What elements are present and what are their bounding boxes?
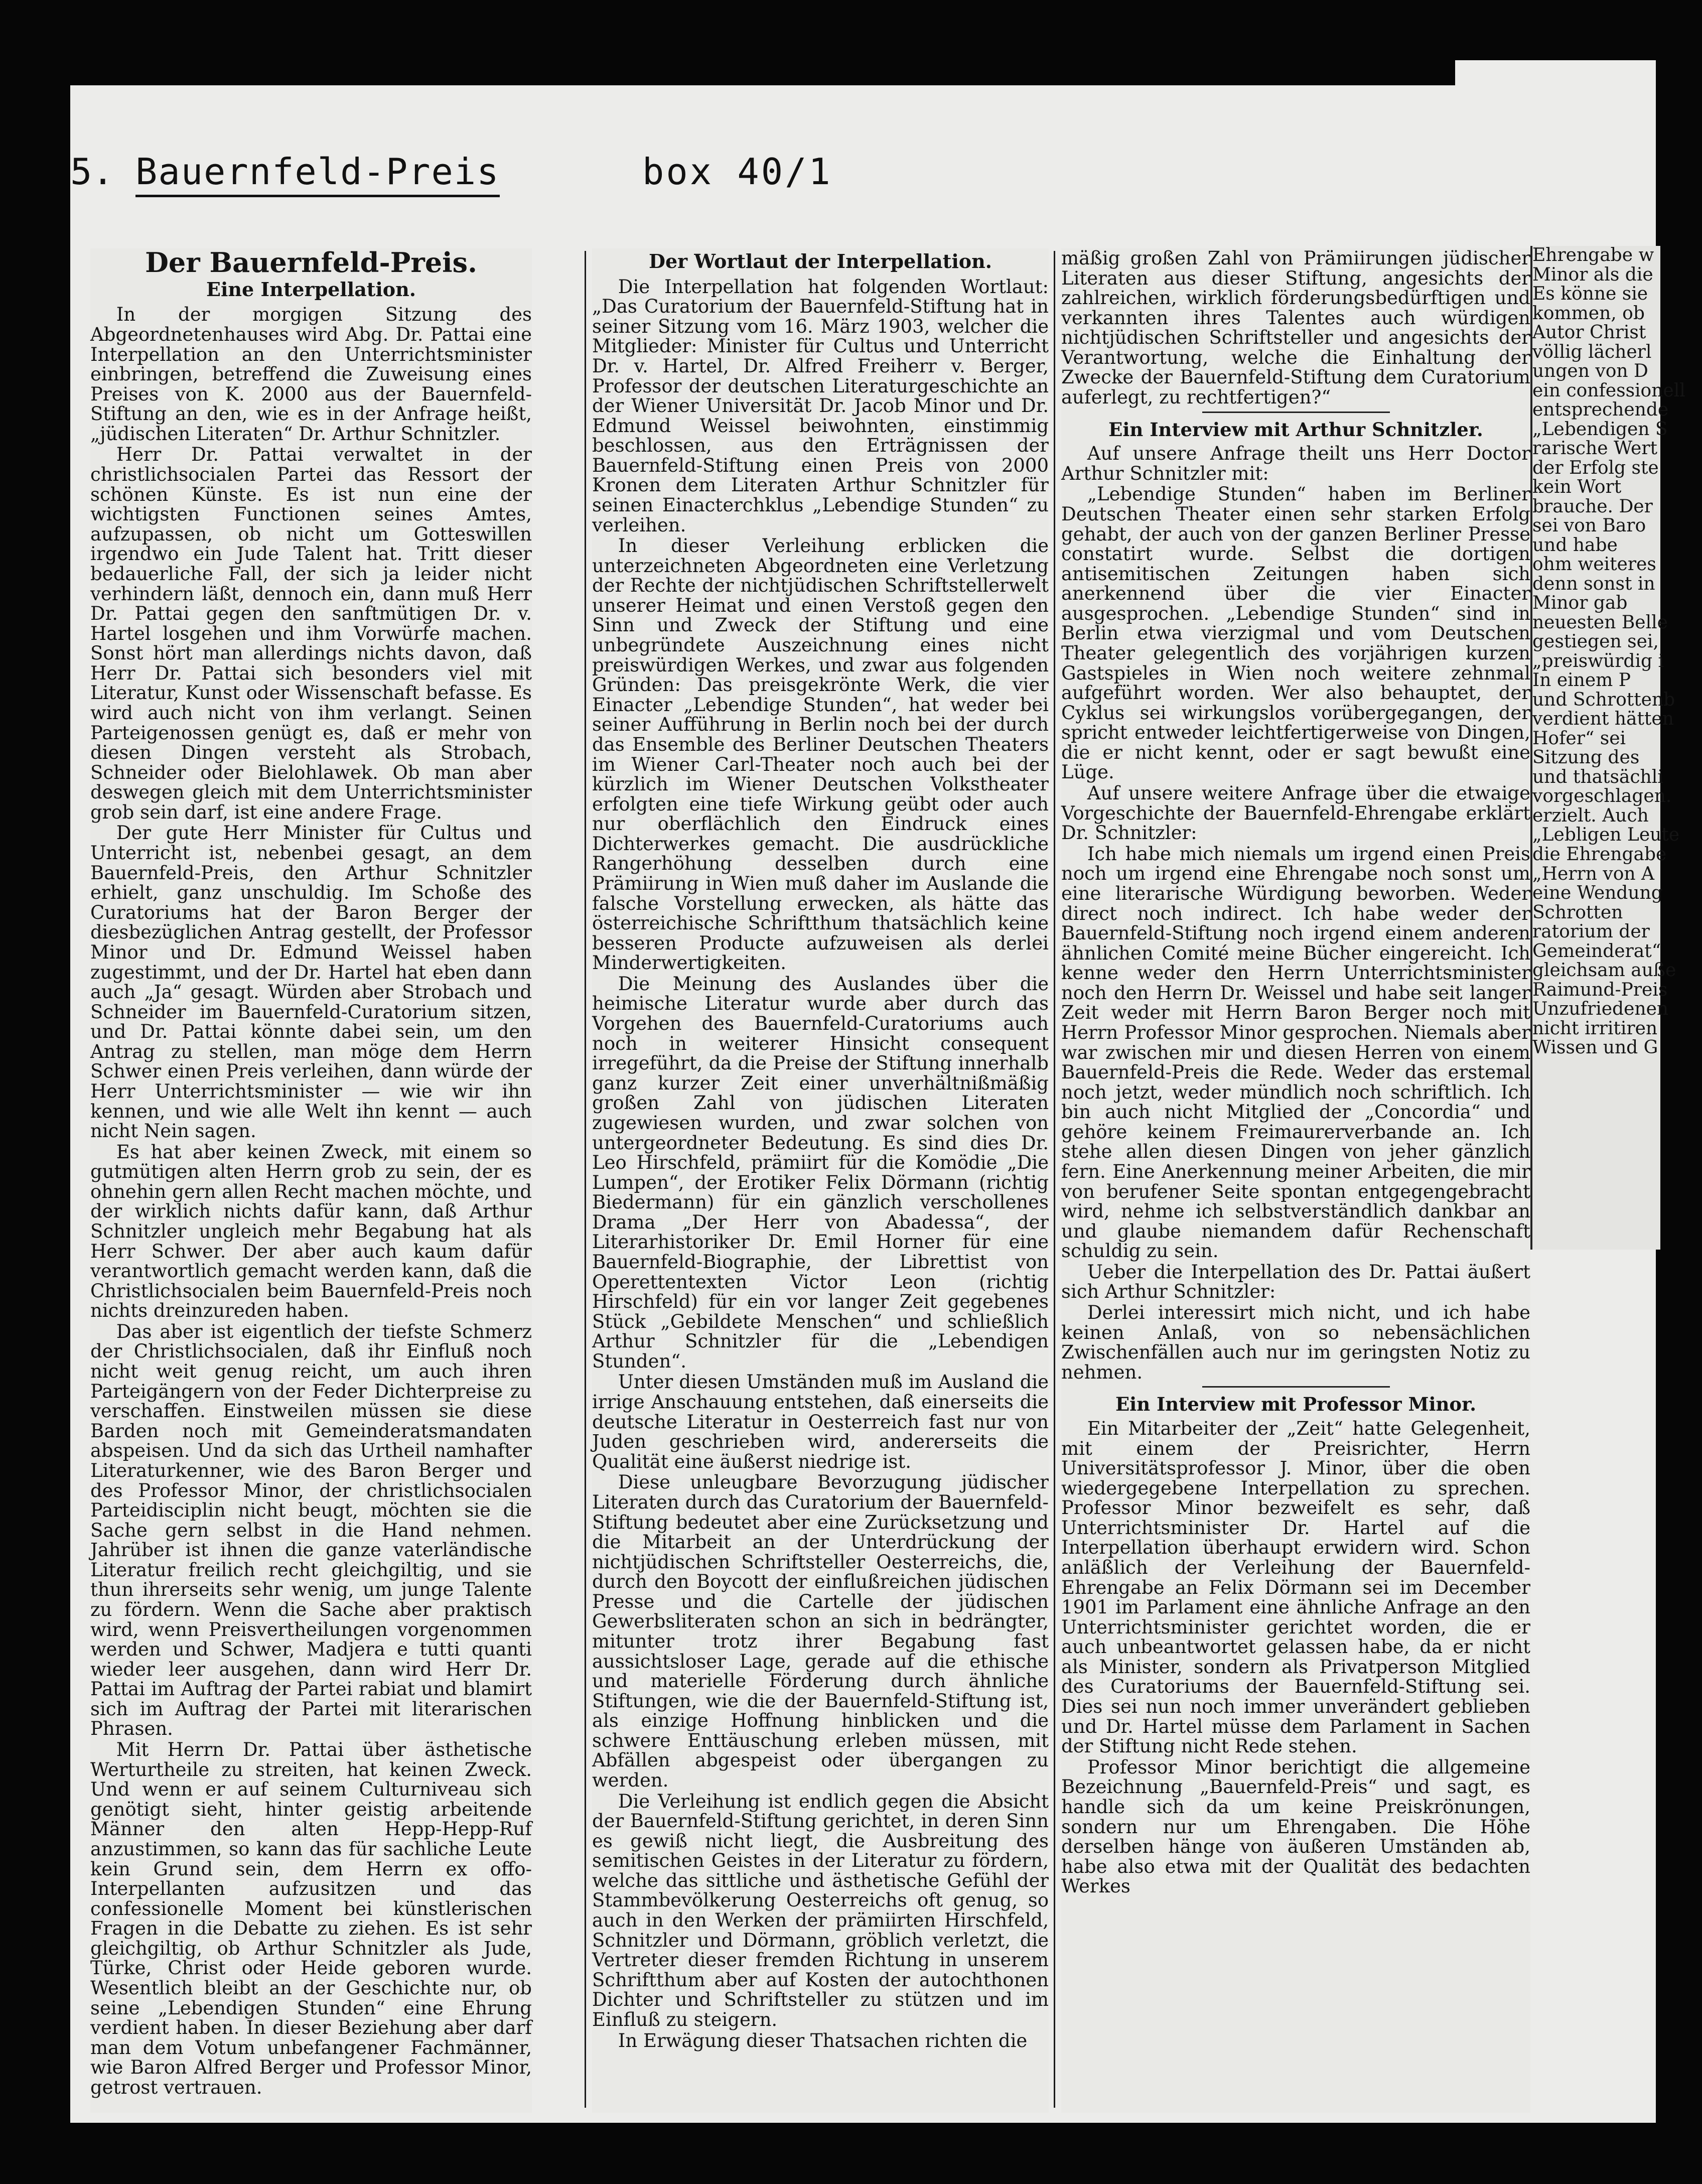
text-line: rarische Wert bbox=[1532, 438, 1658, 459]
column-rule bbox=[585, 251, 586, 2108]
text-line: kein Wort bbox=[1532, 477, 1622, 498]
column-rule bbox=[1054, 251, 1055, 2108]
text-line: „Lebendigen S bbox=[1532, 419, 1668, 440]
text-line: erzielt. Auch bbox=[1532, 805, 1649, 826]
text-line: kommen, ob bbox=[1532, 303, 1645, 324]
text-line: völlig lächerl bbox=[1532, 341, 1652, 362]
text-line: und thatsächli bbox=[1532, 766, 1663, 787]
section-divider bbox=[1202, 1386, 1390, 1388]
text-line: Unzufriedenen bbox=[1532, 999, 1669, 1020]
archive-header bbox=[70, 151, 1174, 216]
paragraph: In der morgigen Sitzung des Abgeordnetenhauses wird Abg. Dr. Pattai eine Interpellation an den Unterrichtsminister einbringen, betreffend die Zuweisung eines Preises von K. 2000 aus der Bauernfeld-Stiftung an den, wie es in der Anfrage heißt, „jüdischen Literaten“ Dr. Arthur Schnitzler. bbox=[90, 304, 532, 445]
text-line: gestiegen sei, bbox=[1532, 631, 1659, 652]
text-line: und habe bbox=[1532, 534, 1618, 556]
text-line: „Herrn von A bbox=[1532, 863, 1655, 884]
paragraph: „Lebendige Stunden“ haben im Berliner Deutschen Theater einen sehr starken Erfolg gehabt, der auch von der ganzen Berliner Presse constatirt wurde. Selbst die dortigen antisemitischen Zeitungen haben sich anerkennend über die vier Einacter ausgesprochen. „Lebendige Stunden“ sind in Berlin etwa vierzigmal und vom Deutschen Theater gelegentlich des vorjährigen kurzen Gastspieles in Wien noch weitere zehnmal aufgeführt worden. Wer also behauptet, der Cyklus sei wirkungslos vorübergegangen, der spricht entweder leichtfertigerweise von Dingen, die er nicht kennt, oder er sagt bewußt eine Lüge. bbox=[1061, 483, 1530, 783]
paragraph: Auf unsere Anfrage theilt uns Herr Doctor Arthur Schnitzler mit: bbox=[1061, 443, 1530, 484]
text-line: ein confessionell bbox=[1532, 380, 1685, 401]
paragraph: Die Interpellation hat folgenden Wortlaut: „Das Curatorium der Bauernfeld-Stiftung hat in seiner Sitzung vom 16. März 1903, welcher die Mitglieder: Minister für Cultus und Unterricht Dr. v. Hartel, Dr. Alfred Freiherr v. Berger, Professor der deutschen Literaturgeschichte an der Wiener Universität Dr. Jacob Minor und Dr. Edmund Weissel beiwohnten, einstimmig beschlossen, aus den Erträgnissen der Bauernfeld-Stiftung einen Preis von 2000 Kronen dem Literaten Arthur Schnitzler für seinen Einacterchklus „Lebendige Stunden“ zu verleihen. bbox=[592, 276, 1049, 536]
article-subtitle: Eine Interpellation. bbox=[206, 278, 416, 301]
text-line: nicht irritiren bbox=[1532, 1018, 1658, 1039]
paragraph: Professor Minor berichtigt die allgemeine Bezeichnung „Bauernfeld-Preis“ und sagt, es handle sich da um keine Preiskrönungen, sondern nur um Ehrengaben. Die Höhe derselben hänge von äußeren Umständen ab, habe also etwa mit der Qualität des bedachten Werkes bbox=[1061, 1756, 1530, 1897]
torn-paper-edge bbox=[1455, 60, 1656, 211]
paragraph: Auf unsere weitere Anfrage über die etwaige Vorgeschichte der Bauernfeld-Ehrengabe erklärt Dr. Schnitzler: bbox=[1061, 782, 1530, 844]
text-line: entsprechende bbox=[1532, 399, 1669, 421]
paragraph: Derlei interessirt mich nicht, und ich habe keinen Anlaß, von so nebensächlichen Zwischenfällen auch nur im geringsten Notiz zu nehmen. bbox=[1061, 1302, 1530, 1383]
paragraph: Das aber ist eigentlich der tiefste Schmerz der Christlichsocialen, daß ihr Einfluß noch nicht weit genug reicht, um auch ihren Parteigängern von der Feder Dichterpreise zu verschaffen. Einstweilen müssen sie diese Barden noch mit Gemeinderatsmandaten abspeisen. Und da sich das Urtheil namhafter Literaturkenner, wie des Baron Berger und des Professor Minor, der christlichsocialen Parteidisciplin nicht beugt, möchten sie die Sache gern selbst in die Hand nehmen. Jahrüber ist ihnen die ganze vaterländische Literatur freilich recht gleichgiltig, und sie thun ihrerseits sehr wenig, um junge Talente zu fördern. Wenn die Sache aber praktisch wird, wenn Preisvertheilungen vorgenommen werden und Schwer, Madjera e tutti quanti wieder leer ausgehen, dann wird Herr Dr. Pattai im Auftrag der Partei rabiat und blamirt sich im Auftrag der Partei mit literarischen Phrasen. bbox=[90, 1320, 532, 1740]
paragraph: Ueber die Interpellation des Dr. Pattai äußert sich Arthur Schnitzler: bbox=[1061, 1261, 1530, 1303]
text-line: Es könne sie bbox=[1532, 284, 1648, 305]
paragraph: Ein Mitarbeiter der „Zeit“ hatte Gelegenheit, mit einem der Preisrichter, Herrn Universitätsprofessor J. Minor, über die oben wiedergegebene Interpellation zu sprechen. Professor Minor bezweifelt es sehr, daß Unterrichtsminister Dr. Hartel auf die Interpellation überhaupt erwidern wird. Schon anläßlich der Verleihung der Bauernfeld-Ehrengabe an Felix Dörmann sei im December 1901 im Parlament eine ähnliche Anfrage an den Unterrichtsminister gerichtet worden, die er auch unbeantwortet gelassen habe, da er nicht als Minister, sondern als Privatperson Mitglied des Curatoriums der Bauernfeld-Stiftung sei. Dies sei nun noch immer unverändert geblieben und Dr. Hartel müsse dem Parlament in Sachen der Stiftung nicht Rede stehen. bbox=[1061, 1417, 1530, 1757]
text-line: brauche. Der bbox=[1532, 496, 1653, 517]
text-line: ohm weiteres bbox=[1532, 554, 1656, 575]
text-line: eine Wendung bbox=[1532, 883, 1663, 904]
text-line: ungen von D bbox=[1532, 361, 1648, 382]
text-line: neuesten Belle bbox=[1532, 612, 1668, 633]
paragraph: Ich habe mich niemals um irgend einen Preis noch um irgend eine Ehrengabe noch sonst um eine literarische Würdigung beworben. Weder direct noch indirect. Ich habe weder der Bauernfeld-Stiftung noch irgend einem anderen ähnlichen Comité meine Bücher eingereicht. Ich kenne weder den Herrn Unterrichtsminister noch den Herrn Dr. Weissel und habe seit langer Zeit weder mit Herrn Baron Berger noch mit Herrn Professor Minor gesprochen. Niemals aber war zwischen mir und diesen Herren von einem Bauernfeld-Preis die Rede. Weder das erstemal noch jetzt, weder mündlich noch schriftlich. Ich bin auch nicht Mitglied der „Concordia“ und gehöre keinem Freimaurerverbande an. Ich stehe allen diesen Dingen von jeher gänzlich fern. Eine Anerkennung meiner Arbeiten, die mir von berufener Seite spontan entgegengebracht wird, nehme ich selbstverständlich dankbar an und glaube niemandem dafür Rechenschaft schuldig zu sein. bbox=[1061, 843, 1530, 1262]
header-prefix: 5. bbox=[70, 151, 114, 193]
paragraph: Herr Dr. Pattai verwaltet in der christlichsocialen Partei das Ressort der schönen Künste. Es ist nun eine der wichtigsten Functionen seines Amtes, aufzupassen, ob nicht um Gotteswillen irgendwo ein Jude Talent hat. Tritt dieser bedauerliche Fall, der sich ja leider nicht verhindern läßt, dennoch ein, dann muß Herr Dr. Pattai gegen den sanftmütigen Dr. v. Hartel losgehen und ihm Vorwürfe machen. Sonst hört man allerdings nichts davon, daß Herr Dr. Pattai sich besonders viel mit Literatur, Kunst oder Wissenschaft befasse. Es wird auch nicht von ihm verlangt. Seinen Parteigenossen genügt es, daß er mehr von diesen Dingen versteht als Strobach, Schneider oder Bielohlawek. Ob man aber deswegen gleich mit dem Unterrichtsminister grob sein darf, ist eine andere Frage. bbox=[90, 444, 532, 823]
text-line: ratorium der bbox=[1532, 921, 1650, 942]
text-line: „preiswürdig i bbox=[1532, 650, 1664, 671]
paragraph: Unter diesen Umständen muß im Ausland die irrige Anschauung entstehen, daß einerseits die deutsche Literatur in Oesterreich fast nur von Juden geschrieben wird, andererseits die Qualität eine äußerst niedrige ist. bbox=[592, 1371, 1049, 1472]
header-title: Bauernfeld-Preis bbox=[135, 151, 500, 197]
text-line: Raimund-Preis bbox=[1532, 979, 1668, 1000]
section-heading: Ein Interview mit Arthur Schnitzler. bbox=[1108, 418, 1483, 441]
section-divider bbox=[1202, 412, 1390, 413]
text-line: vorgeschlagen. bbox=[1532, 786, 1672, 807]
text-line: verdient hätten bbox=[1532, 709, 1674, 730]
paragraph: Die Meinung des Auslandes über die heimische Literatur wurde aber durch das Vorgehen des Bauernfeld-Curatoriums auch noch in weiterer Hinsicht consequent irregeführt, da die Preise der Stiftung innerhalb ganz kurzer Zeit einer unverhältnißmäßig großen Zahl von jüdischen Literaten zugewiesen wurden, und zwar solchen von untergeordneter Bedeutung. Es sind dies Dr. Leo Hirschfeld, prämiirt für die Komödie „Die Lumpen“, der Erotiker Felix Dörmann (richtig Biedermann) für ein gänzlich verschollenes Drama „Der Herr von Abadessa“, der Literarhistoriker Dr. Emil Horner für eine Bauernfeld-Biographie, der Librettist von Operettentexten Victor Leon (richtig Hirschfeld) für ein vor langer Zeit gegebenes Stück „Gebildete Menschen“ und schließlich Arthur Schnitzler für die „Lebendigen Stunden“. bbox=[592, 973, 1049, 1372]
paragraph: Die Verleihung ist endlich gegen die Absicht der Bauernfeld-Stiftung gerichtet, in deren Sinn es gewiß nicht liegt, die Ausbreitung des semitischen Geistes in der Literatur zu fördern, welche das sittliche und ästhetische Gefühl der Stammbevölkerung Oesterreichs oft genug, so auch in den Werken der prämiirten Hirschfeld, Schnitzler und Dörmann, gröblich verletzt, die Vertreter dieser fremden Richtung in unserem Schriftthum aber auf Kosten der autochthonen Dichter und Schriftsteller zu stützen und im Einfluß zu steigern. bbox=[592, 1790, 1049, 2030]
paragraph: In Erwägung dieser Thatsachen richten die bbox=[618, 2029, 1028, 2052]
text-line: Hofer“ sei bbox=[1532, 728, 1626, 749]
text-line: Autor Christ bbox=[1532, 322, 1646, 343]
text-line: Sitzung des bbox=[1532, 747, 1640, 768]
paragraph: In dieser Verleihung erblicken die unterzeichneten Abgeordneten eine Verletzung der Rechte der nichtjüdischen Schriftstellerwelt unserer Heimat und einen Verstoß gegen den Sinn und Zweck der Stiftung und eine unbegründete Auszeichnung eines nicht preiswürdigen Werkes, und zwar aus folgenden Gründen: Das preisgekrönte Werk, die vier Einacter „Lebendige Stunden“, hat weder bei seiner Aufführung in Berlin noch bei der durch das Ensemble des Berliner Deutschen Theaters im Wiener Carl-Theater noch auch bei der kürzlich im Wiener Deutschen Volkstheater erfolgten eine tiefe Wirkung geübt oder auch nur oberflächlich den Eindruck eines Dichterwerkes gemacht. Die ausdrückliche Rangerhöhung desselben durch eine Prämiirung in Wien muß daher im Auslande die falsche Vorstellung erwecken, als hätte das österreichische Schriftthum thatsächlich keine besseren Producte aufzuweisen als derlei Minderwertigkeiten. bbox=[592, 535, 1049, 974]
text-line: sei von Baro bbox=[1532, 515, 1646, 536]
section-heading: Ein Interview mit Professor Minor. bbox=[1115, 1393, 1477, 1416]
text-line: gleichsam auße bbox=[1532, 960, 1676, 981]
paragraph: Der gute Herr Minister für Cultus und Unterricht ist, nebenbei gesagt, an dem Bauernfeld-Preis, den Arthur Schnitzler erhielt, ganz unschuldig. Im Schoße des Curatoriums hat der Baron Berger der diesbezüglichen Antrag gestellt, der Professor Minor und Dr. Edmund Weissel haben zugestimmt, und der Dr. Hartel hat eben dann auch „Ja“ gesagt. Würden aber Strobach und Schneider im Bauernfeld-Curatorium sitzen, und Dr. Pattai könnte dabei sein, um den Antrag zu stellen, man möge dem Herrn Schwer einen Preis verleihen, dann würde der Herr Unterrichtsminister — wie wir ihn kennen, und wie alle Welt ihn kennt — auch nicht Nein sagen. bbox=[90, 822, 532, 1142]
text-line: Minor als die bbox=[1532, 264, 1653, 285]
paragraph: Diese unleugbare Bevorzugung jüdischer Literaten durch das Curatorium der Bauernfeld-Stiftung bedeutet aber eine Zurücksetzung und die Mitarbeit an der Unterdrückung der nichtjüdischen Schriftsteller Oesterreichs, die, durch den Boycott der einflußreichen jüdischen Presse und die Cartelle der jüdischen Gewerbsliteraten schon an sich in bedrängter, mitunter trotz ihrer Begabung fast aussichtsloser Lage, gerade auf die ethische und materielle Förderung durch ähnliche Stiftungen, wie die der Bauernfeld-Stiftung ist, als einzige Hoffnung hinblicken und die schwere Enttäuschung erleben müssen, mit Abfällen abgespeist oder übergangen zu werden. bbox=[592, 1471, 1049, 1792]
text-line: und Schrottenb bbox=[1532, 689, 1675, 710]
text-line: „Lebligen Leute bbox=[1532, 825, 1680, 846]
article-title: Der Bauernfeld-Preis. bbox=[145, 246, 477, 279]
paragraph: Mit Herrn Dr. Pattai über ästhetische Werturtheile zu streiten, hat keinen Zweck. Und wenn er auf seinem Culturniveau sich genötigt sieht, hinter geistig arbeitende Männer den alten Hepp-Hepp-Ruf anzustimmen, so kann das für sachliche Leute kein Grund sein, dem Herrn ex offo-Interpellanten aufzusitzen und das confessionelle Moment bei künstlerischen Fragen in die Debatte zu ziehen. Es ist sehr gleichgiltig, ob Arthur Schnitzler als Jude, Türke, Christ oder Heide geboren wurde. Wesentlich bleibt an der Geschichte nur, ob seine „Lebendigen Stunden“ eine Ehrung verdient haben. In dieser Beziehung aber darf man dem Votum unbefangener Fachmänner, wie Baron Alfred Berger und Professor Minor, getrost vertrauen. bbox=[90, 1739, 532, 2098]
article-column-3 bbox=[1061, 248, 1530, 2113]
section-heading: Der Wortlaut der Interpellation. bbox=[649, 250, 992, 272]
text-line: der Erfolg ste bbox=[1532, 457, 1659, 478]
text-line: Ehrengabe w bbox=[1532, 245, 1654, 265]
paragraph: mäßig großen Zahl von Prämiirungen jüdischer Literaten aus dieser Stiftung, angesichts der zahlreichen, wirklich förderungsbedürftigen und verkannten ihres Talentes auch würdigen nichtjüdischen Schriftsteller und angesichts der Verantwortung, welche die Einhaltung der Zwecke der Bauernfeld-Stiftung dem Curatorium auferlegt, zu rechtfertigen?“ bbox=[1061, 247, 1530, 408]
text-line: Wissen und G bbox=[1532, 1037, 1658, 1058]
text-line: Schrotten bbox=[1532, 902, 1623, 923]
paragraph: Es hat aber keinen Zweck, mit einem so gutmütigen alten Herrn grob zu sein, der es ohnehin gern allen Recht machen möchte, und der wirklich nichts dafür kann, daß Arthur Schnitzler ungleich mehr Begabung hat als Herr Schwer. Der aber auch kaum dafür verantwortlich gemacht werden kann, daß die Christlichsocialen beim Bauernfeld-Preis noch nichts dreinzureden haben. bbox=[90, 1141, 532, 1322]
text-line: Gemeinderat“ bbox=[1532, 940, 1661, 962]
text-line: Minor gab bbox=[1532, 593, 1628, 614]
article-column-2 bbox=[592, 248, 1049, 2113]
text-line: die Ehrengabe bbox=[1532, 844, 1667, 865]
article-column-4-fragment bbox=[1530, 245, 1685, 1250]
header-box-label: box 40/1 bbox=[642, 151, 832, 193]
text-line: In einem P bbox=[1532, 670, 1631, 691]
text-line: denn sonst in bbox=[1532, 573, 1655, 594]
article-column-1 bbox=[90, 248, 532, 2113]
